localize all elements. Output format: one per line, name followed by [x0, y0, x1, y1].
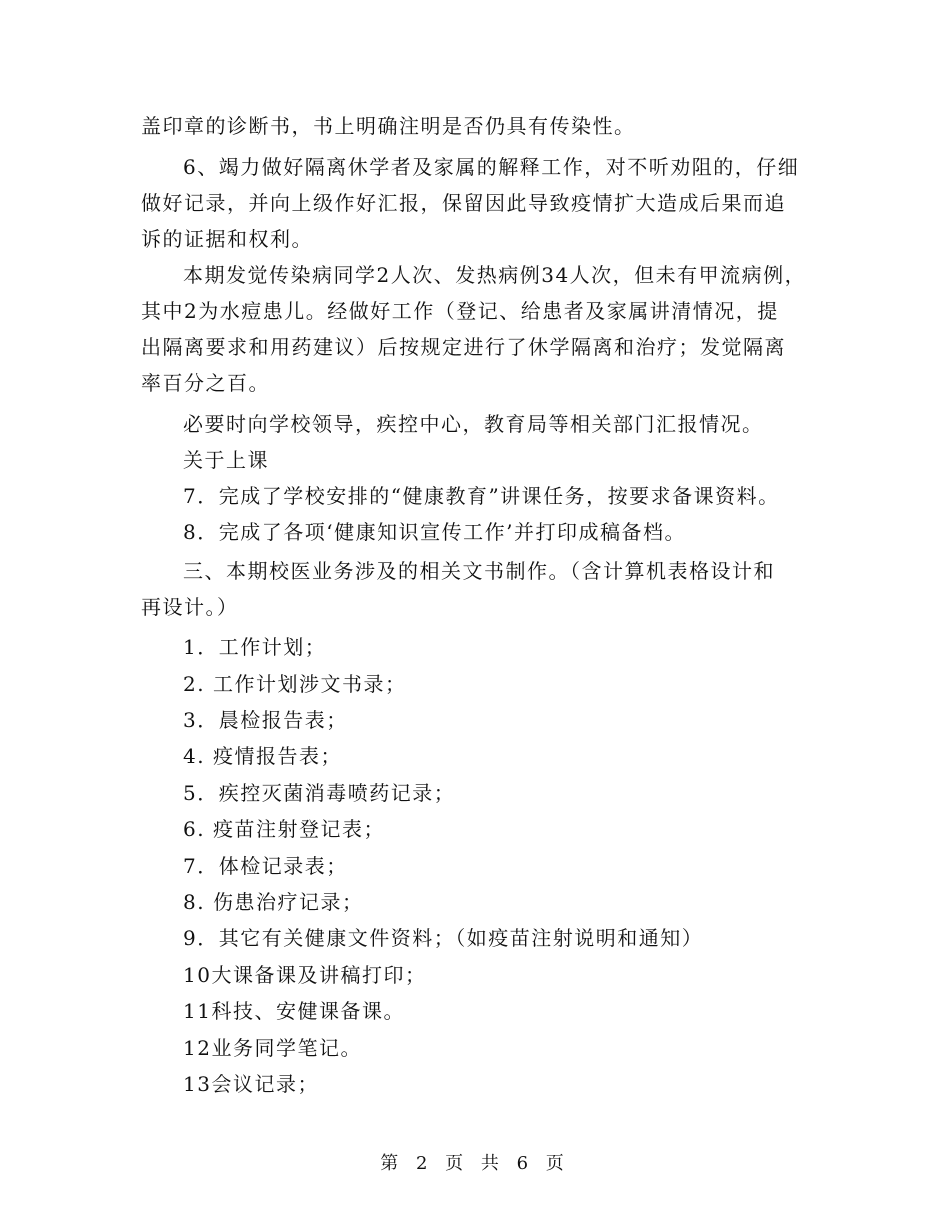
section-heading: 关于上课	[183, 448, 269, 472]
list-item: 9．其它有关健康文件资料；（如疫苗注射说明和通知）	[183, 926, 704, 950]
list-item: 6. 疫苗注射登记表；	[183, 817, 385, 841]
text-line: 8．完成了各项‘健康知识宣传工作’并打印成稿备档。	[183, 520, 686, 544]
text-line: 盖印章的诊断书，书上明确注明是否仍具有传染性。	[141, 114, 636, 138]
text-line: 7．完成了学校安排的“健康教育”讲课任务，按要求备课资料。	[183, 484, 780, 508]
section-heading: 三、本期校医业务涉及的相关文书制作。（含计算机表格设计和	[183, 559, 775, 583]
text-line: 必要时向学校领导，疾控中心，教育局等相关部门汇报情况。	[183, 412, 764, 436]
text-line: 本期发觉传染病同学2人次、发热病例34人次，但未有甲流病例，	[183, 263, 807, 287]
text-line: 再设计。）	[141, 595, 239, 619]
text-line: 做好记录，并向上级作好汇报，保留因此导致疫情扩大造成后果而追	[141, 191, 786, 215]
list-item: 12业务同学笔记。	[183, 1036, 362, 1060]
page-number-footer: 第 2 页 共 6 页	[380, 1153, 570, 1174]
list-item: 7．体检记录表；	[183, 854, 348, 878]
text-line: 出隔离要求和用药建议）后按规定进行了休学隔离和治疗；发觉隔离	[141, 335, 786, 359]
list-item: 13会议记录；	[183, 1072, 319, 1096]
text-line: 率百分之百。	[141, 371, 270, 395]
list-item: 1．工作计划；	[183, 635, 327, 659]
list-item: 2. 工作计划涉文书录；	[183, 672, 407, 696]
list-item: 10大课备课及讲稿打印；	[183, 963, 427, 987]
text-line: 诉的证据和权利。	[141, 227, 313, 251]
list-item: 5．疾控灭菌消毒喷药记录；	[183, 781, 456, 805]
text-line: 其中2为水痘患儿。经做好工作（登记、给患者及家属讲清情况，提	[141, 299, 779, 323]
list-item: 11科技、安健课备课。	[183, 999, 405, 1023]
list-item: 3．晨检报告表；	[183, 708, 348, 732]
list-item: 4. 疫情报告表；	[183, 744, 342, 768]
text-line: 6、竭力做好隔离休学者及家属的解释工作，对不听劝阻的，仔细	[183, 155, 800, 179]
list-item: 8. 伤患治疗记录；	[183, 890, 364, 914]
